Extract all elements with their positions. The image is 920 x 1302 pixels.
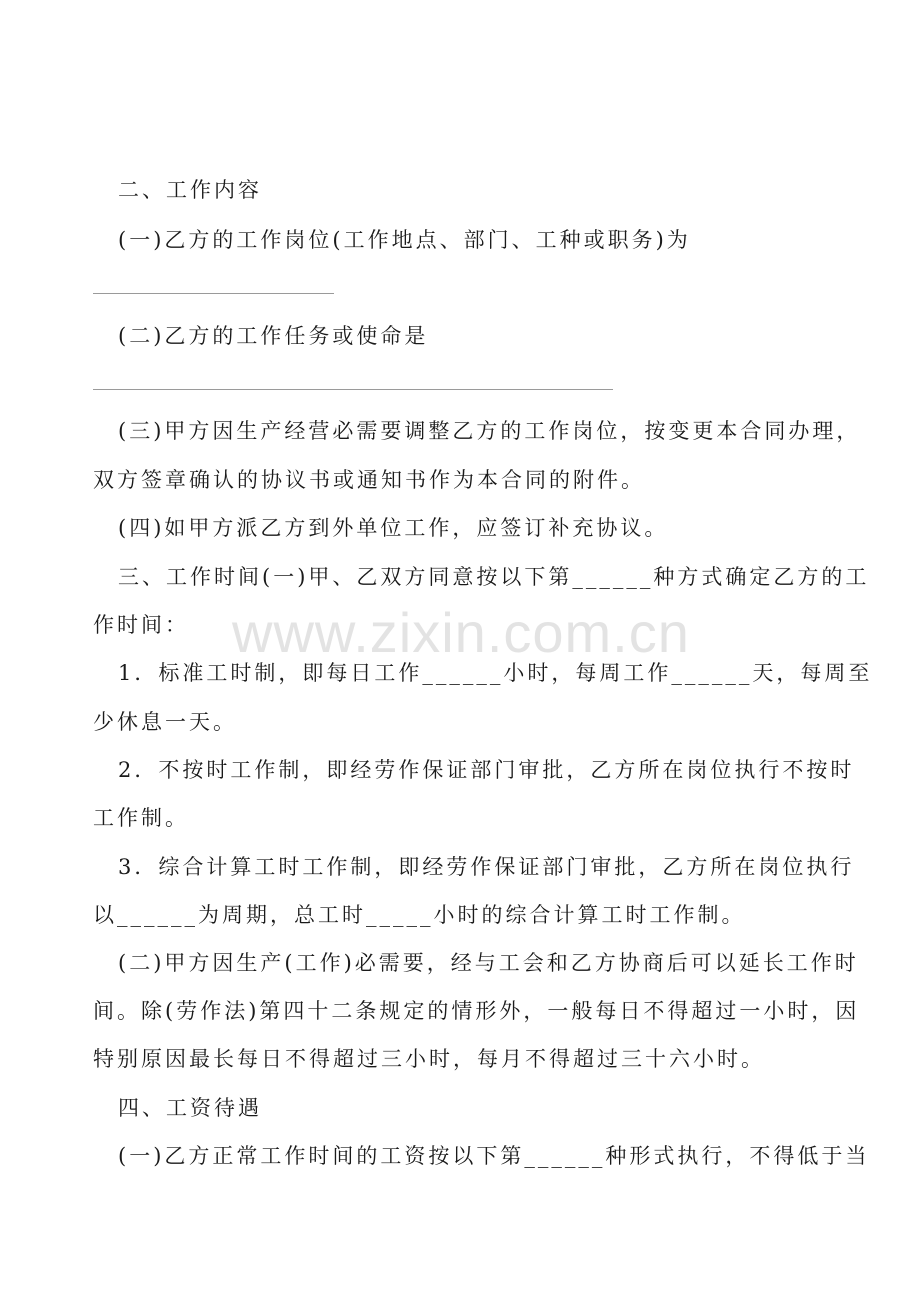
paragraph-line: (四)如甲方派乙方到外单位工作，应签订补充协议。: [118, 516, 669, 540]
paragraph-line: 1．标准工时制，即每日工作______小时，每周工作______天，每周至: [118, 661, 873, 685]
paragraph-line: (二)乙方的工作任务或使命是: [118, 324, 429, 348]
paragraph-line: 少休息一天。: [93, 710, 237, 734]
paragraph-line: (二)甲方因生产(工作)必需要，经与工会和乙方协商后可以延长工作时: [118, 951, 859, 975]
paragraph-line: 2．不按时工作制，即经劳作保证部门审批，乙方所在岗位执行不按时: [118, 758, 855, 782]
fill-in-line: [93, 389, 613, 390]
paragraph-line: 作时间：: [93, 613, 189, 637]
paragraph-line: 间。除(劳作法)第四十二条规定的情形外，一般每日不得超过一小时，因: [93, 999, 860, 1023]
fill-in-line: [93, 293, 334, 294]
paragraph-line: 双方签章确认的协议书或通知书作为本合同的附件。: [93, 468, 645, 492]
paragraph-line: 工作制。: [93, 806, 189, 830]
paragraph-line: 3．综合计算工时工作制，即经劳作保证部门审批，乙方所在岗位执行: [118, 855, 855, 879]
paragraph-line: (一)乙方正常工作时间的工资按以下第______种形式执行，不得低于当: [118, 1144, 870, 1168]
section-heading: 二、工作内容: [118, 178, 262, 202]
paragraph-line: (一)乙方的工作岗位(工作地点、部门、工种或职务)为: [118, 228, 691, 252]
section-heading: 四、工资待遇: [118, 1096, 262, 1120]
paragraph-line: 以______为周期，总工时_____小时的综合计算工时工作制。: [93, 903, 746, 927]
paragraph-line: 特别原因最长每日不得超过三小时，每月不得超过三十六小时。: [93, 1047, 765, 1071]
section-heading: 三、工作时间(一)甲、乙双方同意按以下第______种方式确定乙方的工: [118, 565, 870, 589]
watermark: www.zixin.com.cn: [232, 601, 690, 664]
paragraph-line: (三)甲方因生产经营必需要调整乙方的工作岗位，按变更本合同办理，: [118, 419, 861, 443]
